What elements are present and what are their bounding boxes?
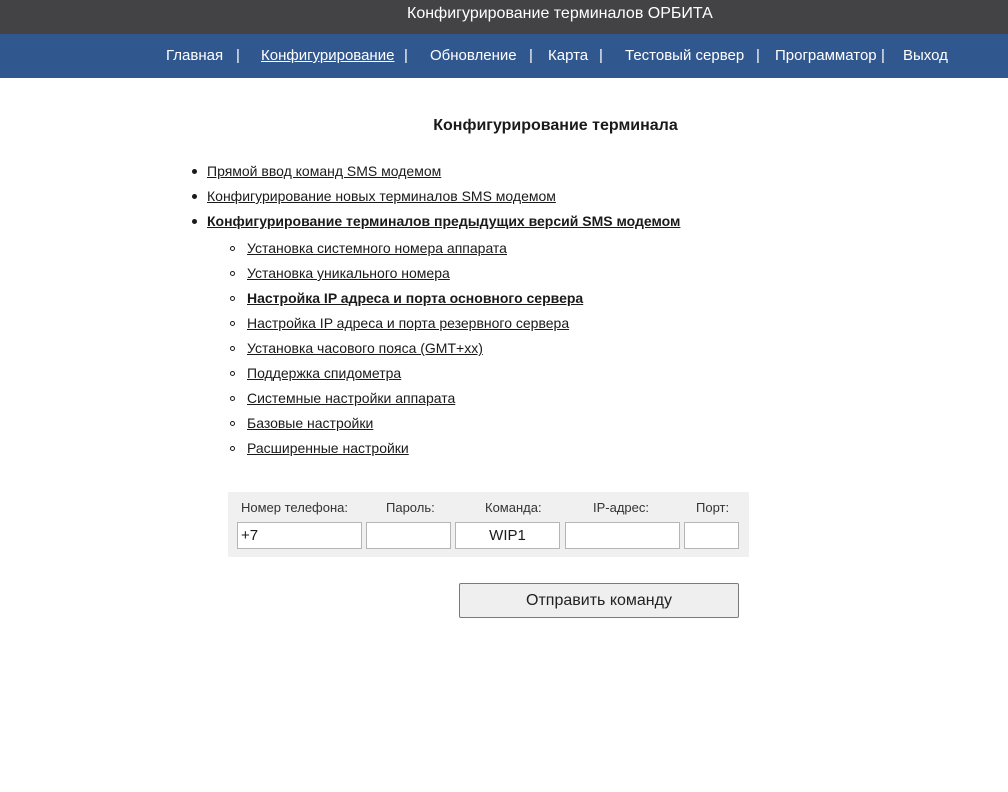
link-system-number[interactable]: Установка системного номера аппарата	[247, 240, 507, 256]
link-basic-settings[interactable]: Базовые настройки	[247, 415, 374, 431]
list-item	[247, 365, 401, 381]
link-configure-new-terminals[interactable]: Конфигурирование новых терминалов SMS модемом	[207, 188, 556, 204]
circle-bullet-icon	[230, 246, 235, 251]
circle-bullet-icon	[230, 271, 235, 276]
circle-bullet-icon	[230, 296, 235, 301]
link-timezone[interactable]: Установка часового пояса (GMT+xx)	[247, 340, 483, 356]
circle-bullet-icon	[230, 321, 235, 326]
window-title: Конфигурирование терминалов ОРБИТА	[407, 5, 713, 22]
command-input[interactable]	[455, 522, 560, 549]
circle-bullet-icon	[230, 396, 235, 401]
circle-bullet-icon	[230, 446, 235, 451]
nav-separator: |	[529, 47, 533, 64]
phone-label: Номер телефона:	[241, 500, 348, 515]
bullet-icon	[192, 169, 197, 174]
port-label: Порт:	[696, 500, 730, 515]
link-unique-number[interactable]: Установка уникального номера	[247, 265, 450, 281]
list-item	[247, 440, 409, 456]
title-bar	[0, 0, 1008, 34]
link-advanced-settings[interactable]: Расширенные настройки	[247, 440, 409, 456]
list-item	[247, 340, 483, 356]
page-title: Конфигурирование терминала	[433, 117, 678, 134]
circle-bullet-icon	[230, 346, 235, 351]
link-direct-sms-input[interactable]: Прямой ввод команд SMS модемом	[207, 163, 442, 179]
list-item	[247, 265, 450, 281]
ip-input[interactable]	[565, 522, 680, 549]
circle-bullet-icon	[230, 421, 235, 426]
nav-separator: |	[881, 47, 885, 64]
nav-item-configuration[interactable]: Конфигурирование	[261, 47, 395, 64]
nav-item-test-server[interactable]: Тестовый сервер	[625, 47, 745, 64]
list-item	[247, 240, 507, 256]
list-item	[207, 188, 556, 204]
list-item	[247, 415, 373, 431]
nav-item-map[interactable]: Карта	[548, 47, 589, 64]
nav-item-home[interactable]: Главная	[166, 47, 224, 64]
list-item	[207, 163, 441, 179]
password-input[interactable]	[366, 522, 451, 549]
nav-separator: |	[236, 47, 240, 64]
command-form	[228, 492, 749, 557]
link-main-server-ip[interactable]: Настройка IP адреса и порта основного сервера	[247, 290, 584, 306]
nav-separator: |	[599, 47, 603, 64]
nav-item-programmer[interactable]: Программатор	[775, 47, 877, 64]
ip-label: IP-адрес:	[593, 500, 649, 515]
list-item	[207, 213, 680, 229]
bullet-icon	[192, 194, 197, 199]
link-configure-previous-terminals[interactable]: Конфигурирование терминалов предыдущих версий SMS модемом	[207, 213, 681, 229]
nav-separator: |	[404, 47, 408, 64]
list-item	[247, 315, 569, 331]
send-command-button[interactable]: Отправить команду	[459, 583, 739, 618]
link-system-settings[interactable]: Системные настройки аппарата	[247, 390, 456, 406]
nav-item-logout[interactable]: Выход	[903, 47, 948, 64]
link-speedometer[interactable]: Поддержка спидометра	[247, 365, 402, 381]
nav-separator: |	[756, 47, 760, 64]
port-input[interactable]	[684, 522, 739, 549]
circle-bullet-icon	[230, 371, 235, 376]
phone-input[interactable]	[237, 522, 362, 549]
command-label: Команда:	[485, 500, 542, 515]
bullet-icon	[192, 219, 197, 224]
nav-item-update[interactable]: Обновление	[430, 47, 517, 64]
link-backup-server-ip[interactable]: Настройка IP адреса и порта резервного сервера	[247, 315, 570, 331]
nav-bar	[0, 34, 1008, 78]
list-item	[247, 290, 583, 306]
password-label: Пароль:	[386, 500, 435, 515]
list-item	[247, 390, 455, 406]
